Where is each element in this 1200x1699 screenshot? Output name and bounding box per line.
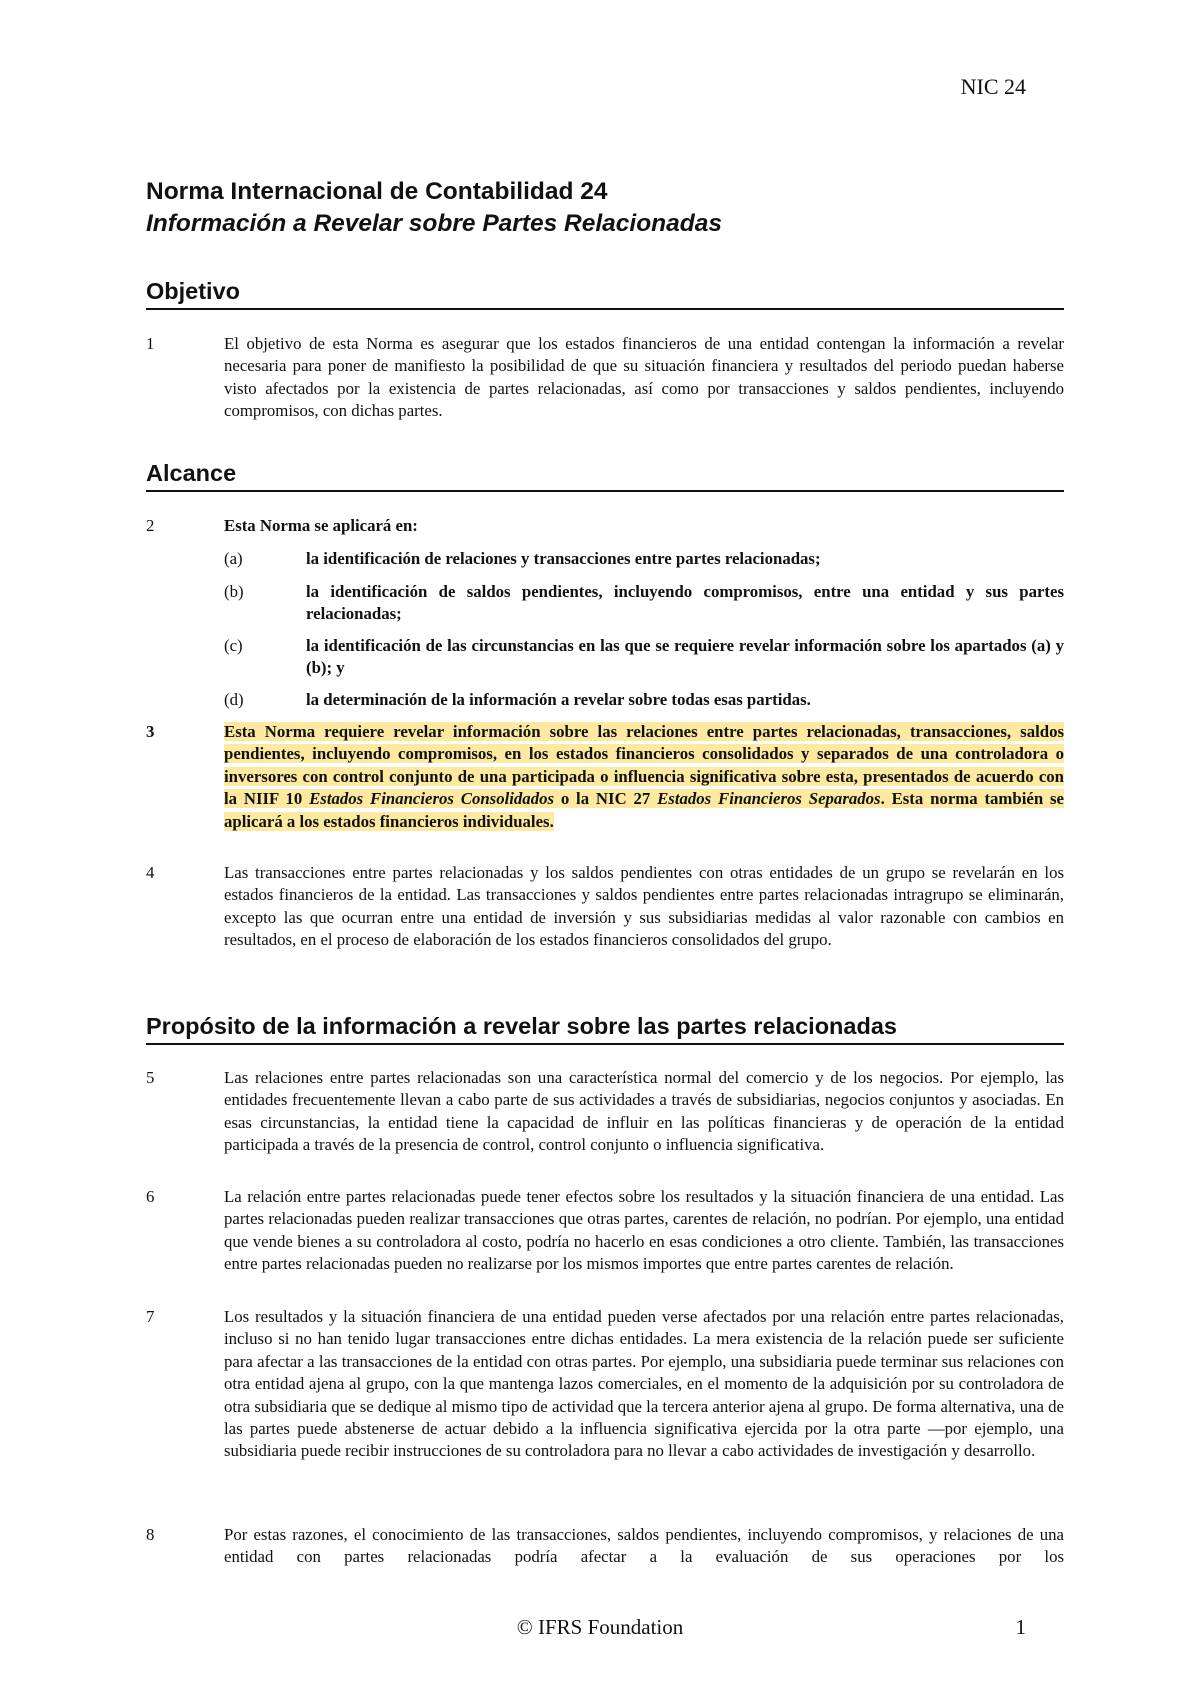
list-item <box>146 635 1064 680</box>
standard-code: NIC 24 <box>960 74 1026 99</box>
list-item <box>146 689 1064 711</box>
list-item-label: (c) <box>224 636 243 655</box>
page-number: 1 <box>1015 1615 1026 1639</box>
paragraph-text: El objetivo de esta Norma es asegurar que los estados financieros de una entidad contengan la información a revelar necesaria para poner de manifiesto la posibilidad de que su situación financiera y resultados del periodo puedan haberse visto afectados por la existencia de partes relacionadas, así como por transacciones y saldos pendientes, incluyendo compromisos, con dichas partes. <box>224 334 1064 421</box>
paragraph-1 <box>146 333 1064 423</box>
paragraph-text: Por estas razones, el conocimiento de las transacciones, saldos pendientes, incluyendo compromisos, y relaciones de una entidad con partes relacionadas podría afectar a la evaluación de sus operaciones por los <box>224 1525 1064 1567</box>
list-item-text: la identificación de relaciones y transacciones entre partes relacionadas; <box>306 549 821 568</box>
paragraph-number: 5 <box>146 1068 155 1087</box>
paragraph-2 <box>146 515 1064 537</box>
list-item-label: (a) <box>224 549 243 568</box>
paragraph-5 <box>146 1067 1064 1157</box>
paragraph-number: 7 <box>146 1307 155 1326</box>
section-heading-proposito: Propósito de la información a revelar sobre las partes relacionadas <box>146 1011 1064 1045</box>
text-segment: o la NIC 27 <box>554 789 658 809</box>
paragraph-text <box>224 721 1064 833</box>
paragraph-text: Las relaciones entre partes relacionadas son una característica normal del comercio y de los negocios. Por ejemplo, las entidades frecuentemente llevan a cabo parte de sus actividades a través de subsidiarias, negocios conjuntos y asociadas. En esas circunstancias, la entidad tiene la capacidad de influir en las políticas financieras y de operación de la entidad participada a través de la presencia de control, control conjunto o influencia significativa. <box>224 1068 1064 1155</box>
paragraph-8 <box>146 1524 1064 1569</box>
list-item-label: (d) <box>224 690 244 709</box>
text-segment: Esta Norma requiere revelar información sobre las relaciones entre partes relacionadas, transacciones, saldos pendientes, incluyendo compromisos, en los estados financieros consolidados y separados de una controladora o inversores con control conjunto de una participada o influencia significativa sobre esta, presentados de acuerdo con la NIIF 10 <box>224 722 1064 809</box>
highlighted-text <box>224 722 1064 831</box>
paragraph-number: 3 <box>146 722 155 741</box>
paragraph-number: 1 <box>146 334 155 353</box>
section-heading-objetivo: Objetivo <box>146 276 1064 310</box>
list-item-text: la identificación de saldos pendientes, incluyendo compromisos, entre una entidad y sus partes relacionadas; <box>306 582 1064 624</box>
paragraph-number: 8 <box>146 1525 155 1544</box>
paragraph-6 <box>146 1186 1064 1276</box>
paragraph-number: 4 <box>146 863 155 882</box>
paragraph-3 <box>146 721 1064 833</box>
paragraph-number: 6 <box>146 1187 155 1206</box>
text-segment: . Esta norma también se aplicará a los estados financieros individuales. <box>224 789 1064 831</box>
paragraph-text: Las transacciones entre partes relacionadas y los saldos pendientes con otras entidades de un grupo se revelarán en los estados financieros de la entidad. Las transacciones y saldos pendientes entre partes relacionadas intragrupo se eliminarán, excepto las que ocurran entre una entidad de inversión y sus subsidiarias medidas al valor razonable con cambios en resultados, en el proceso de elaboración de los estados financieros consolidados del grupo. <box>224 863 1064 950</box>
list-item-text: la determinación de la información a revelar sobre todas esas partidas. <box>306 690 811 709</box>
title-block <box>146 176 1066 240</box>
list-item <box>146 548 1064 570</box>
copyright-notice: © IFRS Foundation <box>516 1615 684 1639</box>
list-item-label: (b) <box>224 582 244 601</box>
standard-reference: Estados Financieros Separados <box>657 789 881 809</box>
paragraph-text: Esta Norma se aplicará en: <box>224 516 418 535</box>
standard-reference: Estados Financieros Consolidados <box>309 789 555 809</box>
document-subtitle: Información a Revelar sobre Partes Relacionadas <box>146 210 722 237</box>
paragraph-number: 2 <box>146 516 155 535</box>
paragraph-4 <box>146 862 1064 952</box>
document-title: Norma Internacional de Contabilidad 24 <box>146 178 608 205</box>
paragraph-text: Los resultados y la situación financiera de una entidad pueden verse afectados por una relación entre partes relacionadas, incluso si no han tenido lugar transacciones entre dichas entidades. La mera existencia de la relación puede ser suficiente para afectar a las transacciones de la entidad con otras partes. Por ejemplo, una subsidiaria puede terminar sus relaciones con otra entidad ajena al grupo, con la que mantenga lazos comerciales, en el momento de la adquisición por su controladora de otra subsidiaria que se dedique al mismo tipo de actividad que la tercera anterior ajena al grupo. De forma alternativa, una de las partes puede abstenerse de actuar debido a la influencia significativa ejercida por la otra parte —por ejemplo, una subsidiaria puede recibir instrucciones de su controladora para no llevar a cabo actividades de investigación y desarrollo. <box>224 1307 1064 1461</box>
paragraph-7 <box>146 1306 1064 1463</box>
section-heading-alcance: Alcance <box>146 458 1064 492</box>
paragraph-text: La relación entre partes relacionadas puede tener efectos sobre los resultados y la situación financiera de una entidad. Las partes relacionadas pueden realizar transacciones que otras partes, carentes de relación, no podrían. Por ejemplo, una entidad que vende bienes a su controladora al costo, podría no hacerlo en esas condiciones a otro cliente. También, las transacciones entre partes relacionadas pueden no realizarse por los mismos importes que entre partes carentes de relación. <box>224 1187 1064 1274</box>
list-item <box>146 581 1064 626</box>
list-item-text: la identificación de las circunstancias en las que se requiere revelar información sobre los apartados (a) y (b); y <box>306 636 1064 678</box>
